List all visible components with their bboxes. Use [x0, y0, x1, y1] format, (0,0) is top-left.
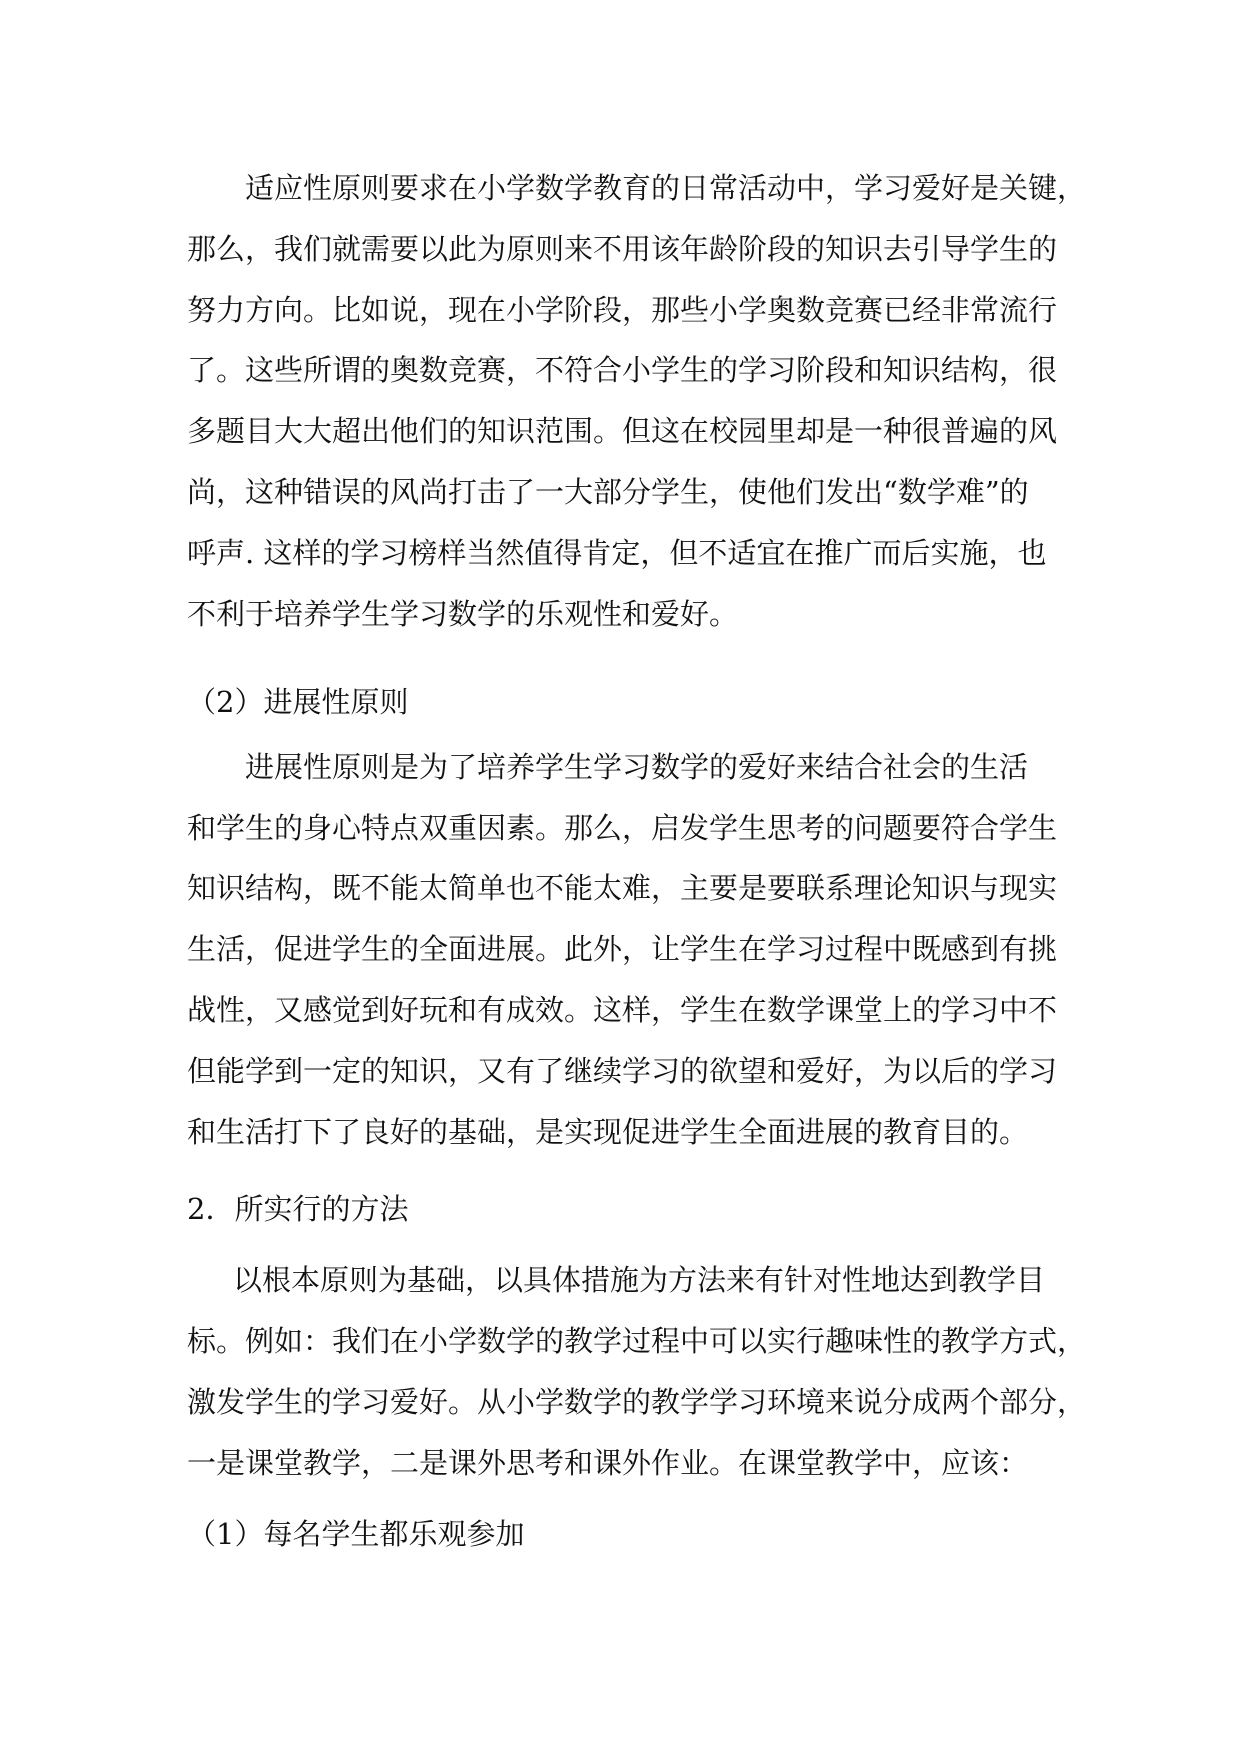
paragraph-line: 了。这些所谓的奥数竞赛，不符合小学生的学习阶段和知识结构，很 [187, 353, 1058, 387]
section-heading: （1）每名学生都乐观参加 [187, 1517, 525, 1551]
paragraph-line: 标。例如：我们在小学数学的教学过程中可以实行趣味性的教学方式， [187, 1324, 1087, 1358]
section-heading: 2．所实行的方法 [187, 1192, 409, 1226]
paragraph-line: 适应性原则要求在小学数学教育的日常活动中，学习爱好是关键， [245, 171, 1087, 205]
paragraph-line: 多题目大大超出他们的知识范围。但这在校园里却是一种很普遍的风 [187, 414, 1058, 448]
paragraph-line: 进展性原则是为了培养学生学习数学的爱好来结合社会的生活 [245, 750, 1029, 784]
paragraph-line: 呼声. 这样的学习榜样当然值得肯定，但不适宜在推广而后实施，也 [187, 536, 1047, 570]
section-heading: （2）进展性原则 [187, 685, 409, 719]
paragraph-line: 以根本原则为基础，以具体措施为方法来有针对性地达到教学目 [233, 1263, 1046, 1297]
paragraph-line: 和学生的身心特点双重因素。那么，启发学生思考的问题要符合学生 [187, 811, 1058, 845]
paragraph-line: 一是课堂教学，二是课外思考和课外作业。在课堂教学中，应该： [187, 1446, 1029, 1480]
paragraph-line: 那么，我们就需要以此为原则来不用该年龄阶段的知识去引导学生的 [187, 232, 1058, 266]
paragraph-line: 尚，这种错误的风尚打击了一大部分学生，使他们发出“数学难”的 [187, 475, 1029, 509]
paragraph-line: 激发学生的学习爱好。从小学数学的教学学习环境来说分成两个部分， [187, 1385, 1087, 1419]
paragraph-line: 不利于培养学生学习数学的乐观性和爱好。 [187, 597, 739, 631]
paragraph-line: 和生活打下了良好的基础，是实现促进学生全面进展的教育目的。 [187, 1115, 1029, 1149]
paragraph-line: 战性，又感觉到好玩和有成效。这样，学生在数学课堂上的学习中不 [187, 993, 1058, 1027]
paragraph-line: 知识结构，既不能太简单也不能太难，主要是要联系理论知识与现实 [187, 871, 1058, 905]
paragraph-line: 生活，促进学生的全面进展。此外，让学生在学习过程中既感到有挑 [187, 932, 1058, 966]
paragraph-line: 努力方向。比如说，现在小学阶段，那些小学奥数竞赛已经非常流行 [187, 293, 1058, 327]
paragraph-line: 但能学到一定的知识，又有了继续学习的欲望和爱好，为以后的学习 [187, 1054, 1058, 1088]
